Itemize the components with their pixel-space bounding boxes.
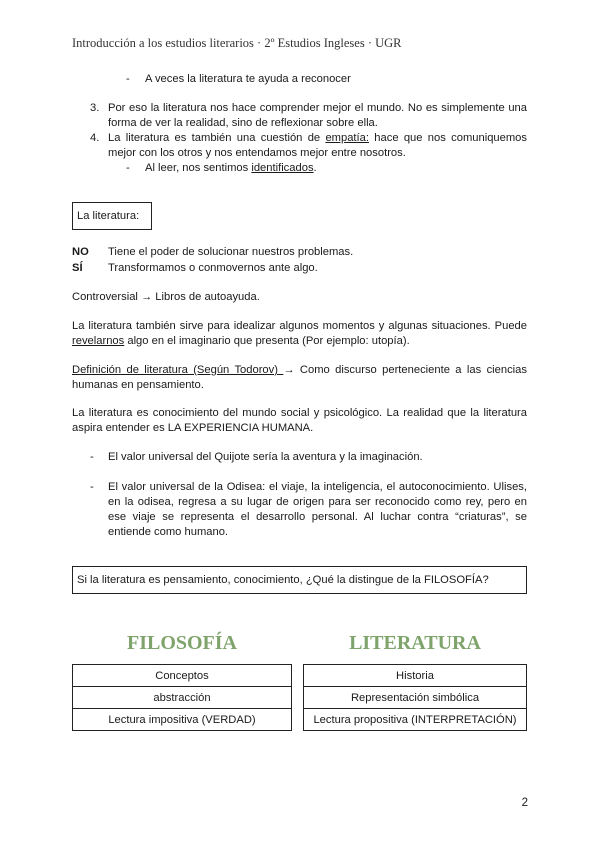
si-label: SÍ bbox=[72, 262, 83, 274]
list-item-4: La literatura es también una cuestión de empatía: hace que nos comuniquemos mejor con los otros y nos entendamos mejor entre nosotros. bbox=[108, 132, 527, 159]
filosofia-title: FILOSOFÍA bbox=[126, 632, 238, 654]
no-text: Tiene el poder de solucionar nuestros problemas. bbox=[108, 246, 354, 258]
bullet-dash: - bbox=[90, 451, 94, 463]
sub-bullet-dash: - bbox=[126, 73, 130, 85]
bullet-odisea: El valor universal de la Odisea: el viaje, la inteligencia, el autoconocimiento. Ulises, en la odisea, regresa a su lugar de origen para ser reconocido como rey, pero en ese viaje se representa el desarrollo personal. Al luchar contra “criaturas”, se entiende como humano. bbox=[108, 481, 527, 538]
la-literatura-box: La literatura: bbox=[72, 202, 152, 230]
list-number: 3. bbox=[90, 102, 100, 114]
no-label: NO bbox=[72, 246, 89, 258]
table-row bbox=[304, 665, 527, 687]
filosofia-table bbox=[72, 664, 292, 731]
sub-bullet-text: A veces la literatura te ayuda a reconocer bbox=[145, 73, 351, 85]
paragraph-definicion: Definición de literatura (Según Todorov) → Como discurso perteneciente a las ciencias humanas en pensamiento. bbox=[72, 364, 527, 391]
bullet-quijote: El valor universal del Quijote sería la aventura y la imaginación. bbox=[108, 451, 423, 463]
list-item-3: Por eso la literatura nos hace comprender mejor el mundo. No es simplemente una forma de ver la realidad, sino de reflexionar sobre ella. bbox=[108, 102, 527, 129]
page-header: Introducción a los estudios literarios · 2º Estudios Ingleses · UGR bbox=[72, 36, 402, 50]
question-box: Si la literatura es pensamiento, conocimiento, ¿Qué la distingue de la FILOSOFÍA? bbox=[72, 566, 527, 594]
table-row bbox=[73, 709, 292, 731]
paragraph-controversial: Controversial → Libros de autoayuda. bbox=[72, 291, 260, 303]
table-cell: Representación simbólica bbox=[304, 687, 527, 709]
literatura-title: LITERATURA bbox=[349, 632, 481, 654]
table-row bbox=[73, 665, 292, 687]
table-cell: Lectura propositiva (INTERPRETACIÓN) bbox=[304, 709, 527, 731]
table-cell: Conceptos bbox=[73, 665, 292, 687]
table-cell: abstracción bbox=[73, 687, 292, 709]
si-text: Transformamos o conmovernos ante algo. bbox=[108, 262, 318, 274]
table-cell: Lectura impositiva (VERDAD) bbox=[73, 709, 292, 731]
table-cell: Historia bbox=[304, 665, 527, 687]
sub-bullet-text: Al leer, nos sentimos identificados. bbox=[145, 162, 317, 174]
page-number: 2 bbox=[521, 797, 528, 809]
paragraph-conocimiento: La literatura es conocimiento del mundo social y psicológico. La realidad que la literatura aspira entender es LA EXPERIENCIA HUMANA. bbox=[72, 407, 527, 434]
bullet-dash: - bbox=[90, 481, 94, 493]
sub-bullet-dash: - bbox=[126, 162, 130, 174]
table-row bbox=[304, 709, 527, 731]
table-row bbox=[73, 687, 292, 709]
table-row bbox=[304, 687, 527, 709]
paragraph-idealizar: La literatura también sirve para idealizar algunos momentos y algunas situaciones. Puede revelarnos algo en el imaginario que presenta (Por ejemplo: utopía). bbox=[72, 320, 527, 347]
list-number: 4. bbox=[90, 132, 100, 144]
literatura-table bbox=[303, 664, 527, 731]
